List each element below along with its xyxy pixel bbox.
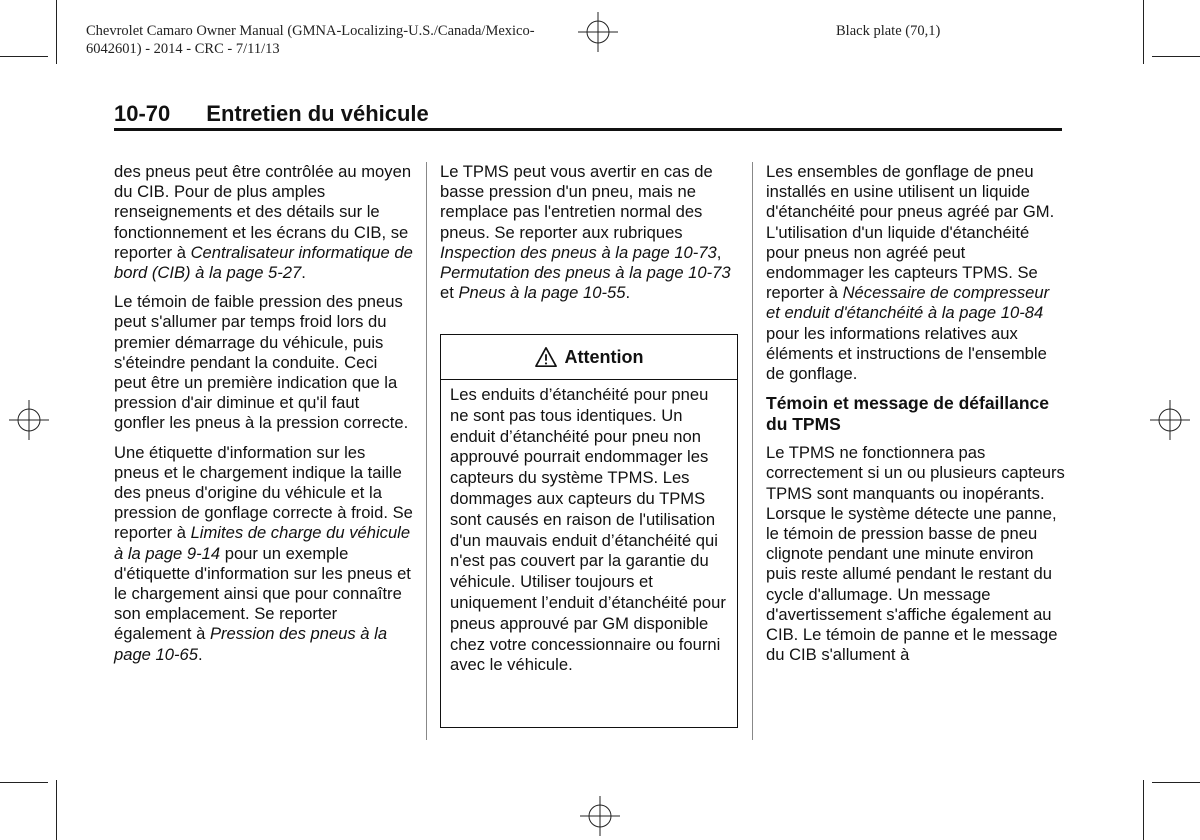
column-1 (114, 162, 414, 674)
caution-box (440, 334, 738, 728)
heading-rule (114, 128, 1062, 131)
crop-mark (0, 56, 48, 57)
registration-mark-icon (1150, 400, 1190, 440)
paragraph: Le TPMS ne fonctionnera pas correctement si un ou plusieurs capteurs TPMS sont manquants ou inopérants. Lorsque le système détecte une panne, le témoin de pression basse de pneu clignote pendant une minute environ puis reste allumé pendant le restant du cycle d'allumage. Un message d'avertissement s'affiche également au CIB. Le témoin de panne et le message du CIB s'allument à (766, 443, 1065, 665)
registration-mark-icon (9, 400, 49, 440)
cross-reference[interactable]: Pression des pneus à la page 10-65 (114, 624, 388, 664)
warning-triangle-icon (535, 346, 557, 368)
caution-title: Attention (564, 346, 644, 367)
column-3 (766, 162, 1066, 674)
paragraph: Une étiquette d'information sur les pneus et le chargement indique la taille des pneus d'origine du véhicule et la pression de gonflage correcte à froid. Se reporter à Limites de charge du véhicule à la page 9-14 pour un exemple d'étiquette d'information sur les pneus et le chargement ainsi que pour connaître son emplacement. Se reporter également à Pression des pneus à la page 10-65. (114, 442, 413, 664)
crop-mark (1143, 0, 1144, 64)
column-2 (440, 162, 742, 312)
crop-mark (1152, 782, 1200, 783)
print-header-line1: Chevrolet Camaro Owner Manual (GMNA-Localizing-U.S./Canada/Mexico- (86, 23, 535, 39)
caution-header (441, 335, 737, 380)
paragraph: des pneus peut être contrôlée au moyen du CIB. Pour de plus amples renseignements et des détails sur le fonctionnement et les écrans du CIB, se reporter à Centralisateur informatique de bord (CIB) à la page 5-27. (114, 162, 413, 283)
cross-reference[interactable]: Limites de charge du véhicule à la page 9-14 (114, 523, 411, 563)
crop-mark (56, 0, 57, 64)
column-divider (752, 162, 753, 740)
page-number: 10-70 (114, 101, 171, 126)
paragraph: Le témoin de faible pression des pneus peut s'allumer par temps froid lors du premier démarrage du véhicule, puis s'éteindre pendant la conduite. Ceci peut être un première indication que la pression d'air diminue et qu'il faut gonfler les pneus à la pression correcte. (114, 292, 409, 433)
subheading: Témoin et message de défaillance du TPMS (766, 393, 1050, 435)
plate-label: Black plate (70,1) (836, 23, 941, 39)
registration-mark-icon (578, 12, 618, 52)
caution-text: Les enduits d’étanchéité pour pneu ne sont pas tous identiques. Un enduit d’étanchéité pour pneu non approuvé pourrait endommager les capteurs du système TPMS. Les dommages aux capteurs du TPMS sont causés en raison de l'utilisation d'un mauvais enduit d’étanchéité qui n'est pas couvert par la garantie du véhicule. Utiliser toujours et uniquement l’enduit d’étanchéité pour pneus approuvé par GM disponible chez votre concessionnaire ou fourni avec le véhicule. (450, 385, 726, 675)
print-header-line2: 6042601) - 2014 - CRC - 7/11/13 (86, 41, 280, 57)
crop-mark (56, 780, 57, 840)
crop-mark (1143, 780, 1144, 840)
section-title: Entretien du véhicule (206, 101, 429, 126)
cross-reference[interactable]: Permutation des pneus à la page 10-73 (440, 263, 731, 283)
cross-reference[interactable]: Centralisateur informatique de bord (CIB) à la page 5-27 (114, 242, 413, 283)
cross-reference[interactable]: Inspection des pneus à la page 10-73 (440, 242, 717, 262)
column-divider (426, 162, 427, 740)
crop-mark (1152, 56, 1200, 57)
registration-mark-icon (580, 796, 620, 836)
cross-reference[interactable]: Pneus à la page 10-55 (458, 283, 626, 303)
paragraph: Les ensembles de gonflage de pneu installés en usine utilisent un liquide d'étanchéité pour pneus agréé par GM. L'utilisation d'un liquide d'étanchéité pour pneus non agréé peut endommager les capteurs TPMS. Se reporter à Nécessaire de compresseur et enduit d'étanchéité à la page 10-84 pour les informations relatives aux éléments et instructions de l'ensemble de gonflage. (766, 162, 1055, 384)
crop-mark (0, 782, 48, 783)
page-heading (114, 101, 429, 127)
cross-reference[interactable]: Nécessaire de compresseur et enduit d'étanchéité à la page 10-84 (766, 283, 1050, 323)
print-header (86, 22, 535, 58)
paragraph: Le TPMS peut vous avertir en cas de basse pression d'un pneu, mais ne remplace pas l'entretien normal des pneus. Se reporter aux rubriques Inspection des pneus à la page 10-73, Permutation des pneus à la page 10-73 et Pneus à la page 10-55. (440, 162, 731, 303)
